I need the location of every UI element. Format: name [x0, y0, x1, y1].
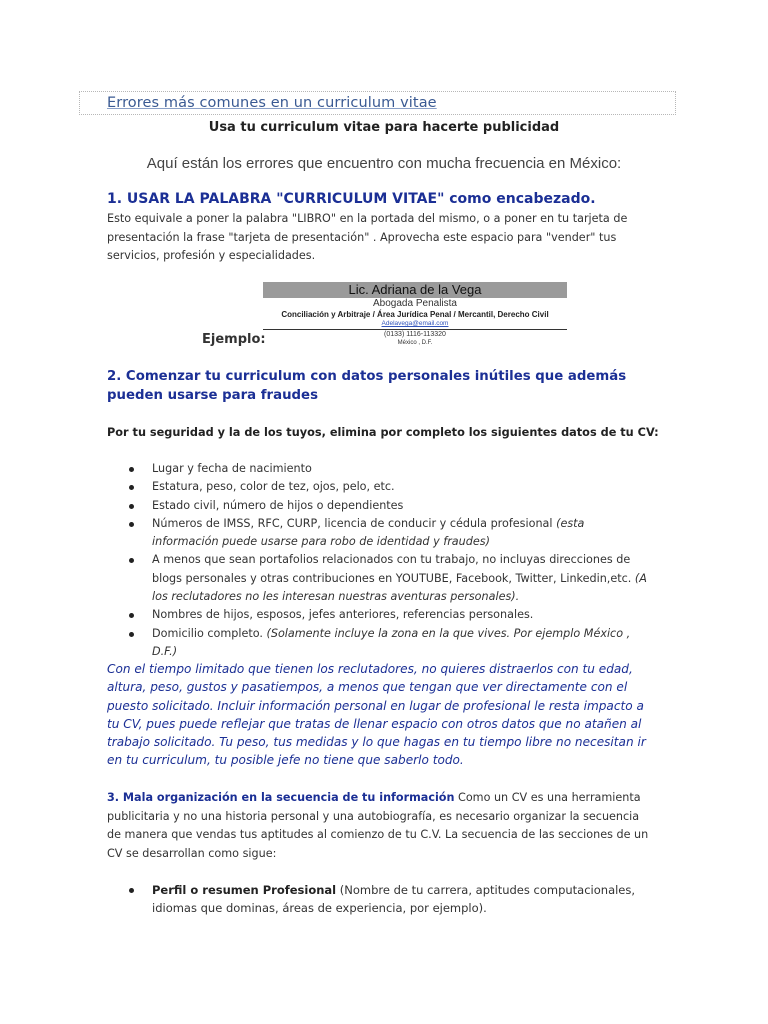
- list-item-text: Lugar y fecha de nacimiento: [152, 462, 312, 475]
- list-item: [107, 606, 652, 624]
- cv-sequence-list: [107, 881, 652, 918]
- list-item: [107, 460, 652, 478]
- list-item-note: (A los reclutadores no les interesan nuestras aventuras personales).: [152, 571, 647, 604]
- section2-lead: Por tu seguridad y la de los tuyos, elimina por completo los siguientes datos de tu CV:: [107, 426, 659, 439]
- list-item-text: A menos que sean portafolios relacionados con tu trabajo, no incluyas direcciones de blogs personales y otras contribuciones en YOUTUBE, Facebook, Twitter, Linkedin,etc.: [152, 553, 635, 585]
- section2-heading: 2. Comenzar tu curriculum con datos personales inútiles que además pueden usarse para fraudes: [107, 369, 627, 403]
- card-phone: (0133) 1116-113320: [384, 331, 446, 338]
- bullet-icon: [129, 632, 134, 637]
- list-item: [107, 497, 652, 515]
- example-label: Ejemplo:: [202, 332, 266, 347]
- card-email-link[interactable]: Adelavega@email.com: [381, 320, 449, 327]
- bullet-icon: [129, 522, 134, 527]
- section1-heading: 1. USAR LA PALABRA "CURRICULUM VITAE" como encabezado.: [107, 191, 596, 207]
- list-item: [107, 515, 652, 552]
- list-item-note: (esta información puede usarse para robo de identidad y fraudes): [152, 516, 585, 549]
- bullet-icon: [129, 467, 134, 472]
- list-item: [107, 478, 652, 496]
- list-item: [107, 881, 652, 918]
- list-item-text: Domicilio completo.: [152, 626, 267, 640]
- bullet-icon: [129, 558, 134, 563]
- page-title[interactable]: Errores más comunes en un curriculum vitae: [107, 95, 437, 111]
- card-divider: [263, 329, 567, 330]
- card-city: México , D.F.: [397, 340, 433, 346]
- list-item-text: Números de IMSS, RFC, CURP, licencia de conducir y cédula profesional: [152, 516, 557, 530]
- list-item-text: (Nombre de tu carrera, aptitudes computacionales, idiomas que dominas, áreas de experiencia, por ejemplo).: [152, 883, 636, 916]
- section3-heading: 3. Mala organización en la secuencia de tu información: [107, 791, 455, 804]
- intro-text: Aquí están los errores que encuentro con mucha frecuencia en México:: [146, 155, 622, 172]
- card-specialties: Conciliación y Arbitraje / Área Jurídica Penal / Mercantil, Derecho Civil: [281, 310, 549, 319]
- example-business-card: [263, 282, 567, 350]
- subtitle: Usa tu curriculum vitae para hacerte publicidad: [208, 120, 560, 135]
- list-item: [107, 625, 652, 662]
- list-item-text: Nombres de hijos, esposos, jefes anteriores, referencias personales.: [152, 608, 534, 622]
- bullet-icon: [129, 888, 134, 893]
- bullet-icon: [129, 613, 134, 618]
- section3-paragraph: [107, 789, 652, 863]
- list-item: [107, 551, 652, 606]
- section2-closing: Con el tiempo limitado que tienen los reclutadores, no quieres distraerlos con tu edad, altura, peso, gustos y pasatiempos, a menos que tengan que ver directamente con el puesto solicitado. Incluir información personal en lugar de profesional le resta impacto a tu CV, pues puede reflejar que tratas de llenar espacio con otros datos que no atañen al trabajo solicitado. Tu peso, tus medidas y lo que hagas en tu tiempo libre no necesitan ir en tu curriculum, tu posible jefe no tiene que saberlo todo.: [107, 662, 646, 768]
- card-name: Lic. Adriana de la Vega: [263, 282, 567, 298]
- section1-body: Esto equivale a poner la palabra "LIBRO" en la portada del mismo, o a poner en tu tarjeta de presentación la frase "tarjeta de presentación" . Aprovecha este espacio para "vender" tus servicios, profesión y especialidades.: [107, 212, 628, 262]
- list-item-label: Perfil o resumen Profesional: [152, 883, 337, 897]
- card-role: Abogada Penalista: [373, 298, 457, 309]
- list-item-note: (Solamente incluye la zona en la que vives. Por ejemplo México , D.F.): [152, 626, 631, 658]
- bullet-icon: [129, 485, 134, 490]
- list-item-text: Estatura, peso, color de tez, ojos, pelo, etc.: [152, 480, 395, 494]
- bullet-icon: [129, 504, 134, 509]
- section3-body: Como un CV es una herramienta publicitaria y no una historia personal y una autobiografía, es necesario organizar la secuencia de manera que vendas tus aptitudes al comienzo de tu C.V. La secuencia de las secciones de un CV se desarrollan como sigue:: [107, 791, 649, 860]
- list-item-text: Estado civil, número de hijos o dependientes: [152, 498, 404, 512]
- personal-data-list: [107, 460, 652, 661]
